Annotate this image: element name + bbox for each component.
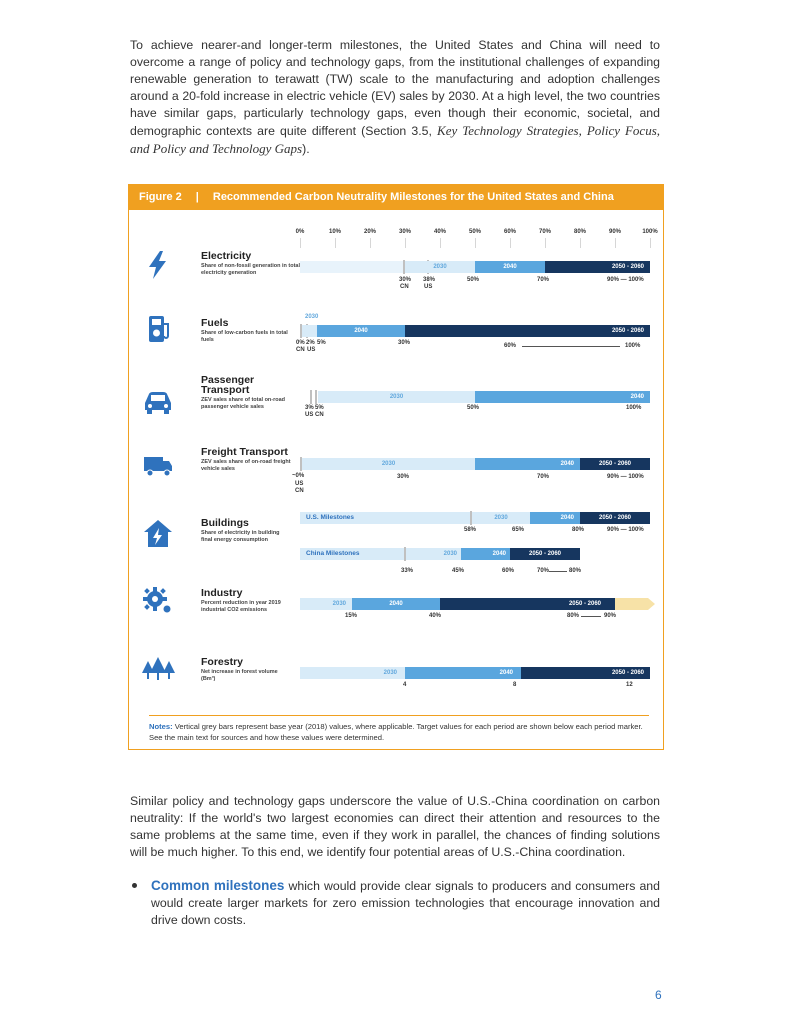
axis-tick-label: 80% — [573, 229, 587, 235]
axis-tick-label: 20% — [363, 229, 377, 235]
axis-tick-label: 0% — [295, 229, 305, 235]
sector-desc-electricity: Share of non-fossil generation in total electricity generation — [201, 263, 301, 276]
fuels-target-2040: 30% — [398, 340, 411, 346]
passenger-base-cn: CN — [315, 412, 324, 418]
freight-target-2050: 90% — 100% — [607, 474, 644, 480]
fuels-base-cn-value: 0% — [296, 340, 305, 346]
buildings-us-target-2030: 65% — [512, 527, 525, 533]
fuels-target-2030: 5% — [317, 340, 326, 346]
freight-base-value: ~0% — [292, 473, 305, 479]
electricity-track — [300, 261, 405, 273]
axis-tick — [545, 238, 546, 248]
freight-2050: 2050 - 2060 — [580, 458, 650, 470]
bullet-dot — [132, 883, 137, 888]
axis-tick — [370, 238, 371, 248]
fuels-base-us-value: 2% — [306, 340, 315, 346]
freight-target-2030: 30% — [397, 474, 410, 480]
page-number: 6 — [655, 988, 662, 1002]
buildings-us-2050: 2050 - 2060 — [580, 512, 650, 524]
range-line — [581, 616, 601, 617]
forestry-2040: 2040 — [405, 667, 521, 679]
range-line — [549, 571, 567, 572]
electricity-base-us: US — [424, 284, 433, 290]
fuels-base-cn: CN — [296, 347, 305, 353]
electricity-base-us-value: 38% — [423, 277, 436, 283]
passenger-2040: 2040 — [475, 391, 650, 403]
bullet-bold-term: Common milestones — [151, 878, 285, 893]
notes-label: Notes: — [149, 722, 173, 731]
freight-2040: 2040 — [475, 458, 580, 470]
car-icon — [141, 386, 175, 416]
electricity-base-cn: CN — [400, 284, 409, 290]
industry-target-2030: 15% — [345, 613, 358, 619]
axis-tick — [405, 238, 406, 248]
buildings-cn-base: 33% — [401, 568, 414, 574]
fuels-2040: 2040 — [317, 325, 405, 337]
electricity-2050: 2050 - 2060 — [545, 261, 650, 273]
figure-header — [129, 185, 663, 210]
buildings-us-2030: 2030 — [472, 512, 530, 524]
passenger-target-2040: 100% — [626, 405, 642, 411]
sector-title-fuels: Fuels — [201, 317, 229, 329]
industry-target-2050-low: 80% — [567, 613, 580, 619]
electricity-2030: 2030 — [405, 261, 475, 273]
buildings-cn-target-2050-low: 70% — [537, 568, 550, 574]
sector-desc-fuels: Share of low-carbon fuels in total fuels — [201, 330, 288, 343]
industry-arrow — [615, 598, 655, 610]
sector-title-buildings: Buildings — [201, 517, 249, 529]
base-marker-us — [310, 390, 312, 404]
buildings-us-target-2050: 90% — 100% — [607, 527, 644, 533]
buildings-us-2040: 2040 — [530, 512, 580, 524]
buildings-us-base: 58% — [464, 527, 477, 533]
industry-2030: 2030 — [300, 598, 352, 610]
figure-milestones — [128, 184, 664, 750]
buildings-us-target-2040: 80% — [572, 527, 585, 533]
industry-target-2050-high: 90% — [604, 613, 617, 619]
us-milestones-label: U.S. Milestones — [300, 512, 470, 524]
passenger-base-us-value: 3% — [305, 405, 314, 411]
fuels-target-2050-high: 100% — [625, 343, 641, 349]
figure-separator: | — [195, 191, 199, 203]
sector-desc-passenger: ZEV sales share of total on-road passenger vehicle sales — [201, 397, 286, 410]
axis-tick — [615, 238, 616, 248]
bullet-item — [130, 877, 660, 929]
fuels-2050: 2050 - 2060 — [405, 325, 650, 337]
figure-notes — [149, 715, 649, 743]
axis-tick-label: 40% — [433, 229, 447, 235]
axis-tick — [475, 238, 476, 248]
industry-2050: 2050 - 2060 — [440, 598, 615, 610]
buildings-cn-target-2030: 45% — [452, 568, 465, 574]
sector-title-freight: Freight Transport — [201, 446, 288, 458]
trees-icon — [141, 655, 175, 685]
electricity-target-2050: 90% — 100% — [607, 277, 644, 283]
passenger-base-us: US — [305, 412, 314, 418]
axis-tick — [335, 238, 336, 248]
electricity-base-cn-value: 30% — [399, 277, 412, 283]
electricity-2040: 2040 — [475, 261, 545, 273]
axis-tick — [650, 238, 651, 248]
passenger-target-2030: 50% — [467, 405, 480, 411]
axis-tick — [580, 238, 581, 248]
sector-title-passenger: Passenger Transport — [201, 374, 255, 396]
building-icon — [141, 518, 175, 548]
axis-tick-label: 30% — [398, 229, 412, 235]
sector-title-industry: Industry — [201, 587, 243, 599]
buildings-cn-target-2040: 60% — [502, 568, 515, 574]
electricity-target-2030: 50% — [467, 277, 480, 283]
intro-paragraph: To achieve nearer-and longer-term milestones, the United States and China will need to overcome a range of policy and technology gaps, from the institutional challenges of expanding renewable generation to terawatt (TW) scale to the manufacturing and adoption challenges around a 20-fold increase in electric vehicle (EV) sales by 2030. At a high level, the two countries have similar gaps, particularly technology gaps, even though their economic, societal, and demographic contexts are quite different (Section 3.5, Key Technology Strategies, Policy Focus, and Policy and Technology Gaps). — [130, 38, 660, 156]
sector-desc-forestry: Net increase in forest volume (Bm³) — [201, 669, 278, 682]
axis-tick — [300, 238, 301, 248]
axis-tick-label: 10% — [328, 229, 342, 235]
forestry-target-2030: 4 — [403, 682, 407, 688]
truck-icon — [141, 450, 175, 480]
freight-2030: 2030 — [302, 458, 475, 470]
base-marker-cn — [315, 390, 317, 404]
passenger-base-cn-value: 5% — [315, 405, 324, 411]
electricity-target-2040: 70% — [537, 277, 550, 283]
industry-target-2040: 40% — [429, 613, 442, 619]
axis-tick — [510, 238, 511, 248]
axis-tick-label: 90% — [608, 229, 622, 235]
axis-tick-label: 60% — [503, 229, 517, 235]
buildings-cn-2040: 2040 — [461, 548, 510, 560]
sector-desc-industry: Percent reduction in year 2019 industrial CO2 emissions — [201, 600, 281, 613]
fuels-2030-label: 2030 — [305, 314, 319, 320]
passenger-2030: 2030 — [318, 391, 475, 403]
sector-desc-buildings: Share of electricity in building final energy consumption — [201, 530, 280, 543]
axis-tick — [440, 238, 441, 248]
sector-title-electricity: Electricity — [201, 250, 252, 262]
china-milestones-label: China Milestones — [300, 548, 404, 560]
sector-desc-freight: ZEV sales share of on-road freight vehicle sales — [201, 459, 291, 472]
forestry-2050: 2050 - 2060 — [521, 667, 650, 679]
freight-target-2040: 70% — [537, 474, 550, 480]
forestry-target-2050: 12 — [626, 682, 633, 688]
axis-tick-label: 100% — [642, 229, 658, 235]
buildings-cn-2030: 2030 — [406, 548, 461, 560]
buildings-cn-target-2050-high: 80% — [569, 568, 582, 574]
bullet-text: Common milestones which would provide clear signals to producers and consumers and would create larger markets for zero emission technologies that encourage innovation and drive down costs. — [151, 878, 660, 927]
freight-base-cn: CN — [295, 488, 304, 494]
fuel-pump-icon — [141, 314, 175, 344]
forestry-target-2040: 8 — [513, 682, 517, 688]
forestry-2030: 2030 — [300, 667, 405, 679]
gear-icon — [141, 585, 175, 615]
fuels-target-2050-low: 60% — [504, 343, 517, 349]
figure-label: Figure 2 — [139, 191, 182, 203]
axis-tick-label: 50% — [468, 229, 482, 235]
fuels-base-us: US — [307, 347, 316, 353]
second-paragraph: Similar policy and technology gaps underscore the value of U.S.-China coordination on carbon neutrality: If the world's two largest economies can direct their attention and resources to the same problems at the same time, even if they work in parallel, the chances of finding solutions will be much higher. To this end, we identify four potential areas of U.S.-China coordination. — [130, 794, 660, 859]
notes-text: Vertical grey bars represent base year (2018) values, where applicable. Target values for each period are shown below each period marker. See the main text for sources and how these values were determined. — [149, 722, 643, 742]
freight-base-us: US — [295, 481, 304, 487]
sector-title-forestry: Forestry — [201, 656, 244, 668]
lightning-icon — [141, 250, 175, 280]
fuels-2030-segment — [302, 325, 317, 337]
industry-2040: 2040 — [352, 598, 440, 610]
buildings-cn-2050: 2050 - 2060 — [510, 548, 580, 560]
axis-tick-label: 70% — [538, 229, 552, 235]
figure-title: Recommended Carbon Neutrality Milestones for the United States and China — [212, 191, 614, 203]
range-line — [522, 346, 620, 347]
